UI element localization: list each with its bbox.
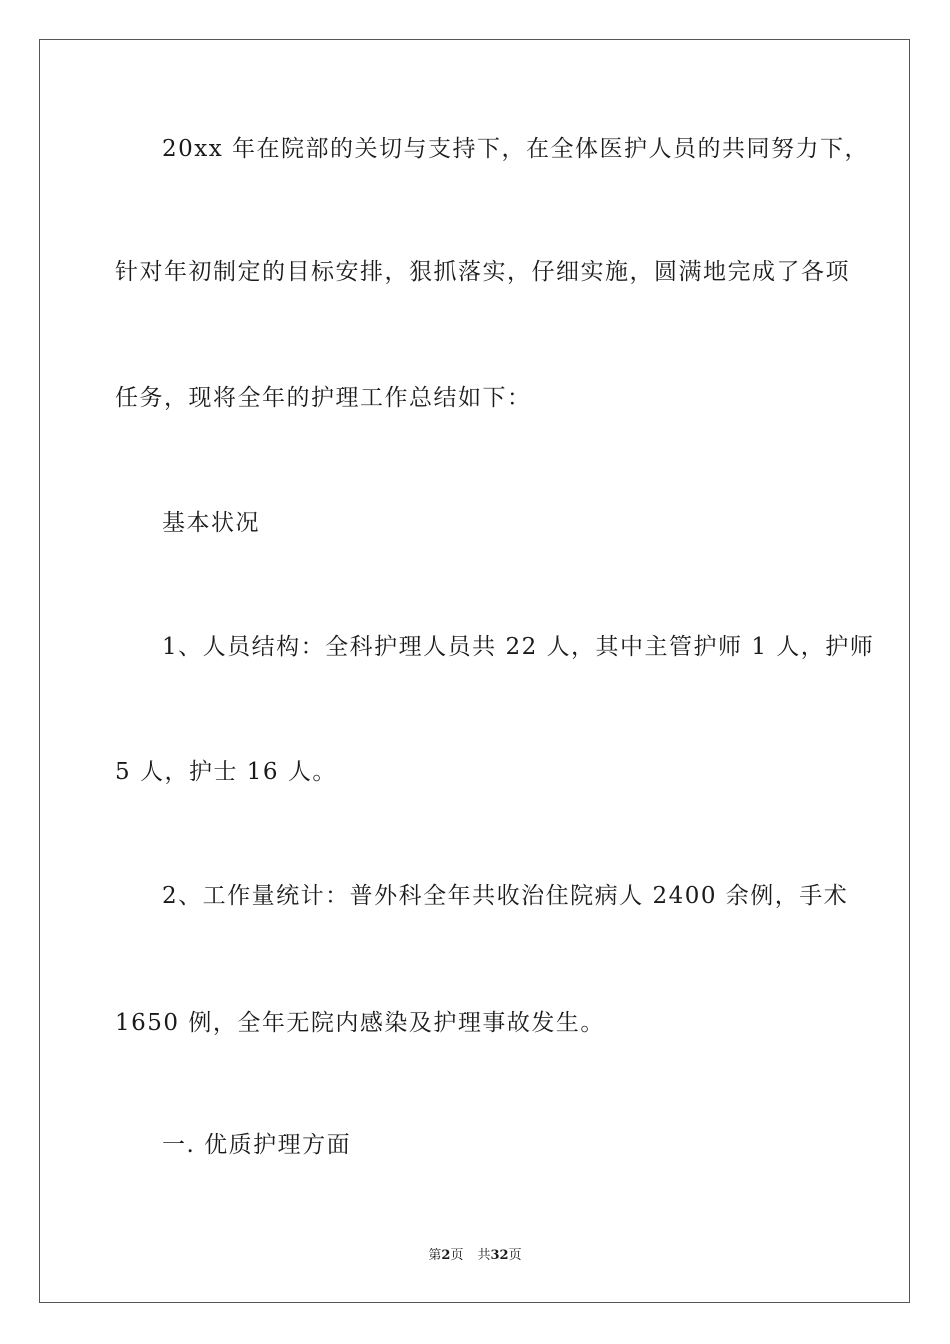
section-heading: 基本状况 xyxy=(162,510,260,536)
page-footer xyxy=(0,1247,950,1265)
footer-page-prefix: 第 xyxy=(428,1248,442,1263)
paragraph-line: 任务，现将全年的护理工作总结如下： xyxy=(115,385,532,411)
paragraph-line: 20xx 年在院部的关切与支持下，在全体医护人员的共同努力下， xyxy=(162,136,870,162)
footer-page-suffix: 页 xyxy=(450,1248,464,1263)
page-border xyxy=(39,39,910,1303)
paragraph-line: 5 人，护士 16 人。 xyxy=(115,759,337,785)
paragraph-line: 针对年初制定的目标安排，狠抓落实，仔细实施，圆满地完成了各项 xyxy=(115,259,850,285)
paragraph-line: 1、人员结构：全科护理人员共 22 人，其中主管护师 1 人，护师 xyxy=(162,634,875,660)
paragraph-line: 2、工作量统计：普外科全年共收治住院病人 2400 余例，手术 xyxy=(162,883,849,909)
footer-total-pages: 32 xyxy=(490,1248,509,1263)
footer-page-number: 2 xyxy=(441,1248,451,1263)
footer-total-prefix: 共 xyxy=(477,1248,491,1263)
section-heading: 一. 优质护理方面 xyxy=(162,1132,352,1158)
paragraph-line: 1650 例，全年无院内感染及护理事故发生。 xyxy=(115,1010,605,1036)
footer-total-suffix: 页 xyxy=(508,1248,522,1263)
